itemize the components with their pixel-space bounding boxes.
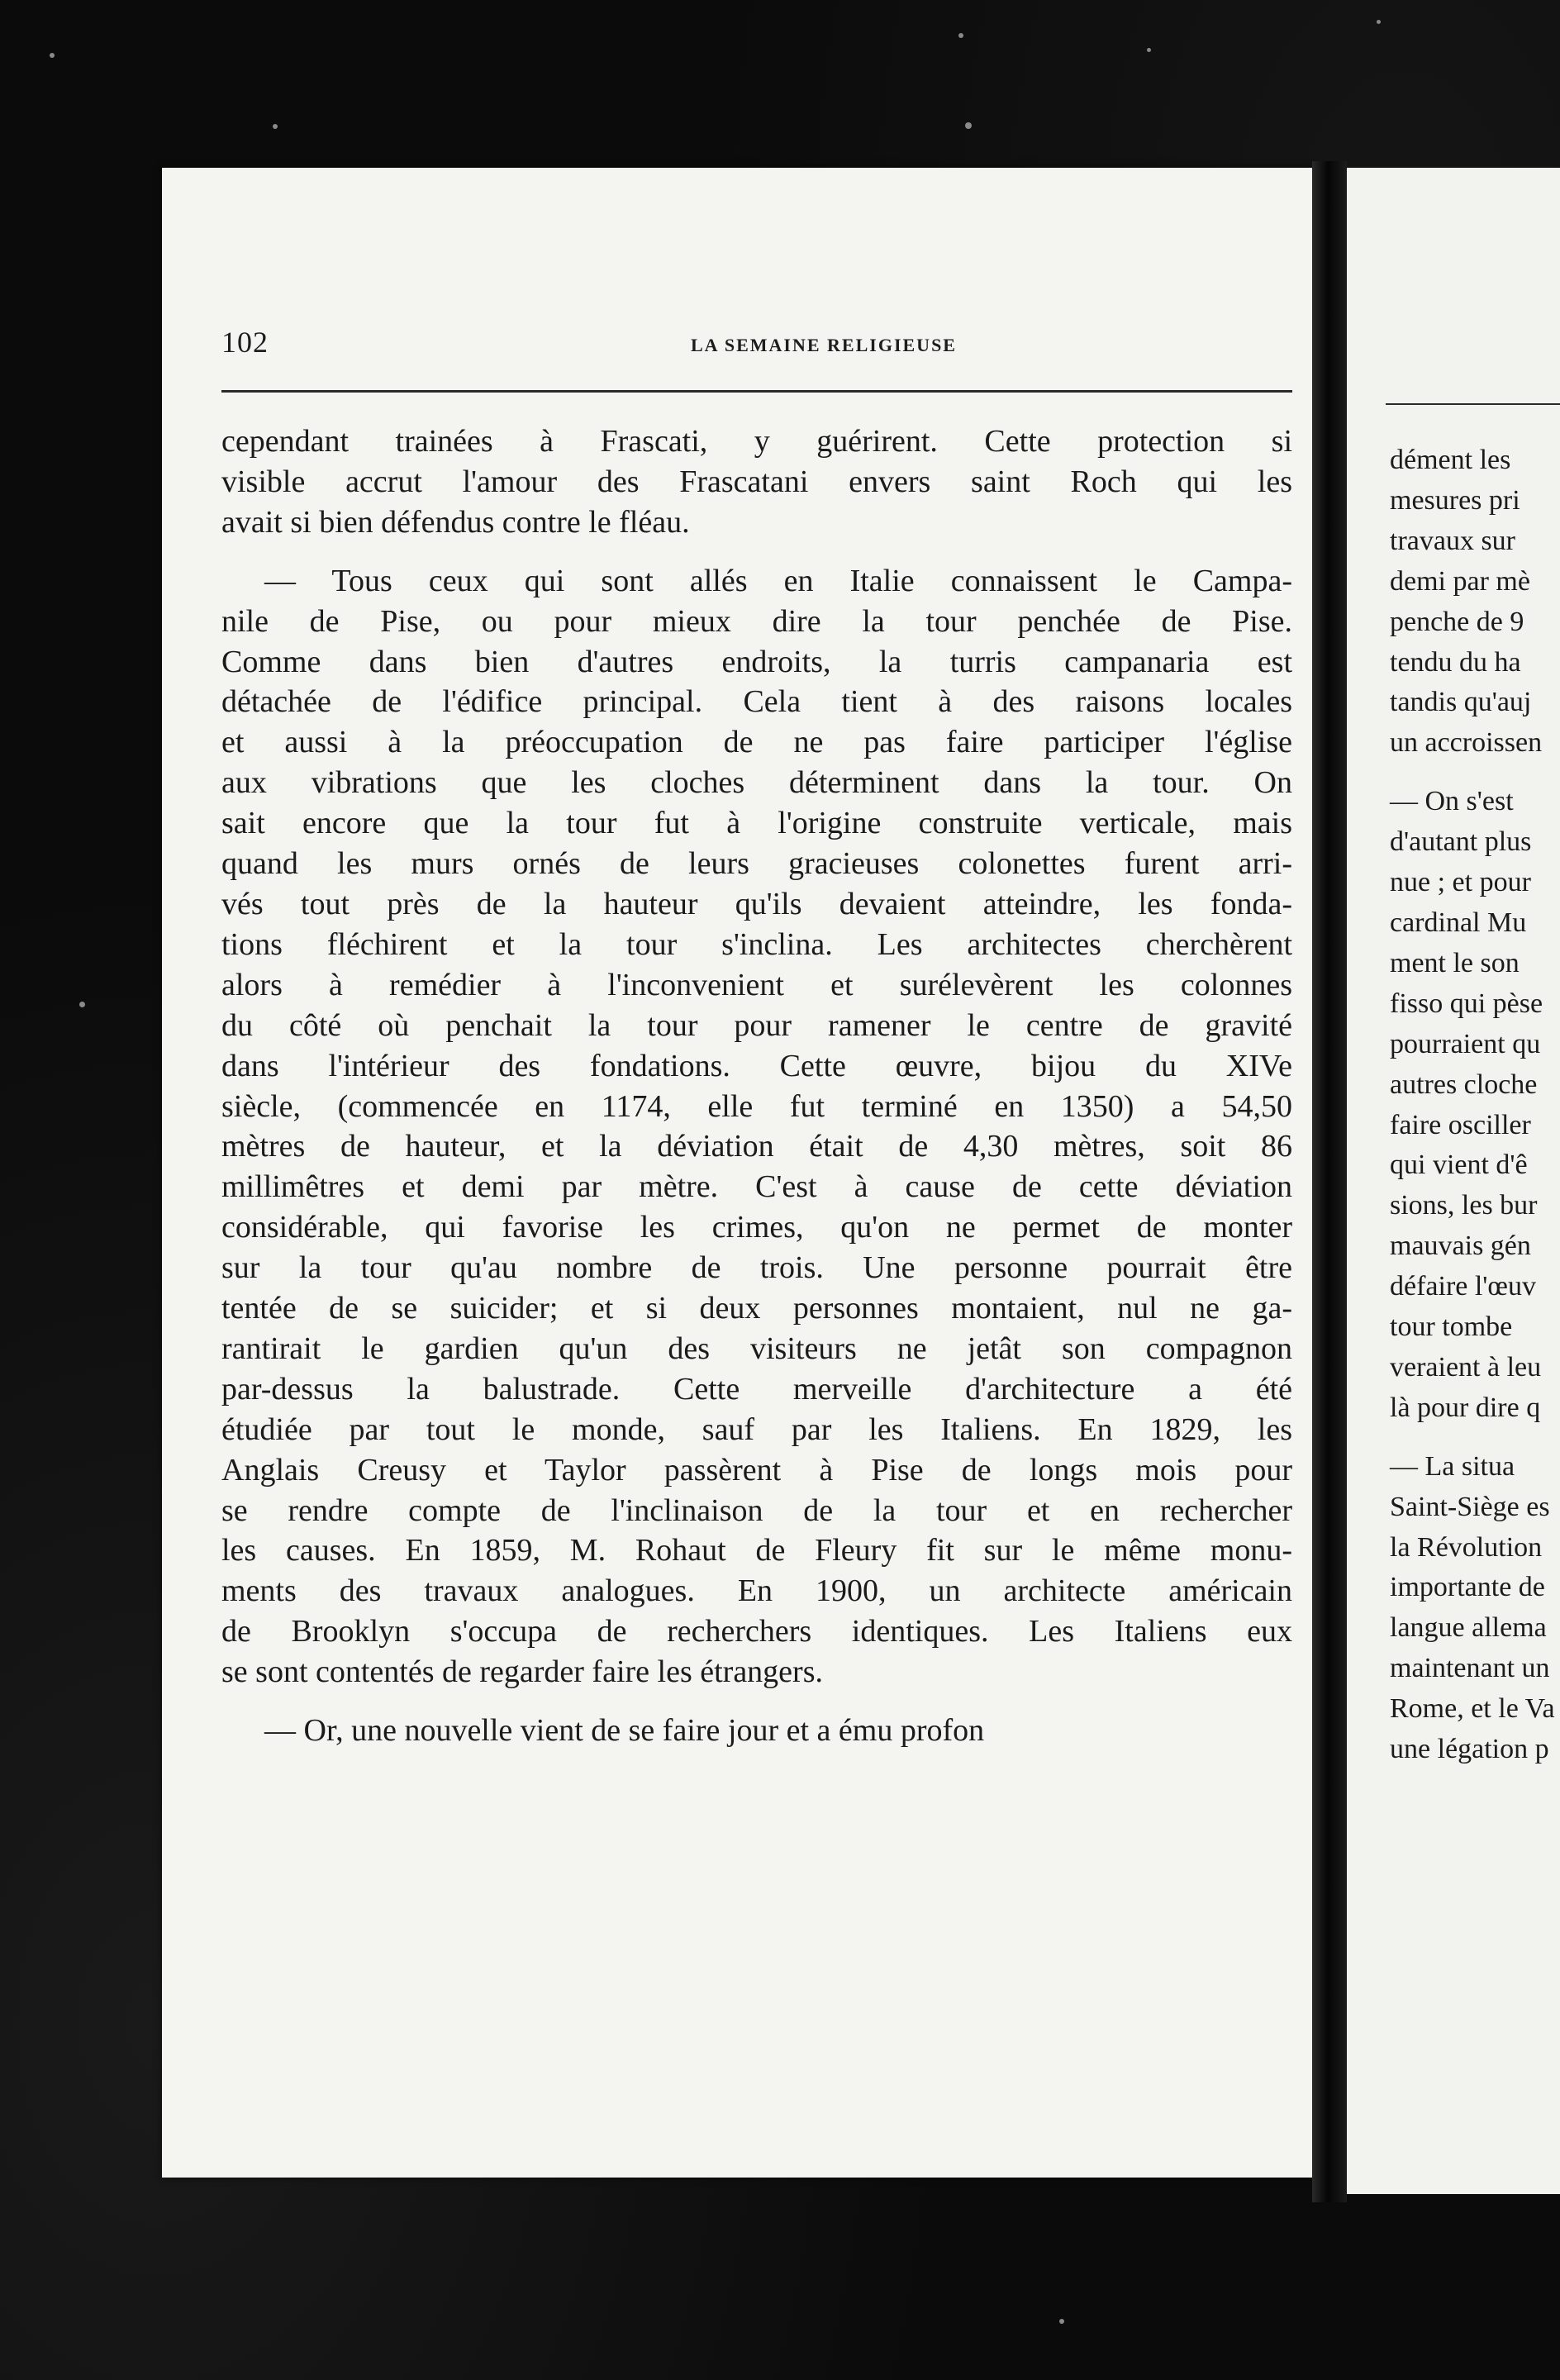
- text-line: rantirait le gardien qu'un des visiteurs ne jetât son compagnon: [221, 1330, 1292, 1366]
- text-line: mesures pri: [1390, 484, 1520, 516]
- text-line: pourraient qu: [1390, 1028, 1541, 1059]
- text-line: — Or, une nouvelle vient de se faire jour et a ému profon: [264, 1713, 985, 1749]
- text-line: Rome, et le Va: [1390, 1693, 1555, 1725]
- right-paragraph: [1390, 440, 1560, 764]
- header-rule: [221, 390, 1292, 393]
- text-line: penche de 9: [1390, 606, 1524, 637]
- text-line: sions, les bur: [1390, 1190, 1538, 1221]
- dust-speck: [1059, 2319, 1064, 2324]
- text-line: de Brooklyn s'occupa de recherchers identiques. Les Italiens eux: [221, 1614, 1292, 1649]
- text-line: alors à remédier à l'inconvenient et surélevèrent les colonnes: [221, 967, 1292, 1002]
- dust-speck: [79, 1002, 85, 1007]
- text-line: importante de: [1390, 1572, 1545, 1603]
- text-line: siècle, (commencée en 1174, elle fut terminé en 1350) a 54,50: [221, 1088, 1292, 1124]
- text-line: travaux sur: [1390, 525, 1516, 556]
- text-line: Saint-Siège es: [1390, 1491, 1550, 1522]
- page-number: 102: [221, 326, 269, 359]
- text-line: aux vibrations que les cloches déterminent dans la tour. On: [221, 765, 1292, 801]
- text-line: tentée de se suicider; et si deux personnes montaient, nul ne ga-: [221, 1291, 1292, 1326]
- text-line: Anglais Creusy et Taylor passèrent à Pise de longs mois pour: [221, 1452, 1292, 1488]
- text-line: là pour dire q: [1390, 1392, 1541, 1423]
- text-line: autres cloche: [1390, 1069, 1538, 1100]
- text-line: ments des travaux analogues. En 1900, un architecte américain: [221, 1573, 1292, 1609]
- dust-speck: [965, 122, 972, 129]
- running-head: [221, 325, 1292, 374]
- text-line: visible accrut l'amour des Frascatani envers saint Roch qui les: [221, 464, 1292, 499]
- text-line: veraient à leu: [1390, 1351, 1542, 1383]
- text-line: — Tous ceux qui sont allés en Italie connaissent le Campa-: [264, 563, 1292, 598]
- text-line: dans l'intérieur des fondations. Cette œuvre, bijou du XIVe: [221, 1048, 1292, 1083]
- text-line: vés tout près de la hauteur qu'ils devaient atteindre, les fonda-: [221, 886, 1292, 921]
- article-body: [221, 421, 1292, 1751]
- text-line: et aussi à la préoccupation de ne pas faire participer l'église: [221, 725, 1292, 760]
- text-line: cardinal Mu: [1390, 907, 1527, 938]
- text-line: ment le son: [1390, 947, 1520, 978]
- text-line: étudiée par tout le monde, sauf par les Italiens. En 1829, les: [221, 1411, 1292, 1447]
- right-paragraph: [1390, 782, 1560, 1429]
- text-line: quand les murs ornés de leurs gracieuses colonettes furent arri-: [221, 846, 1292, 882]
- text-line: mauvais gén: [1390, 1230, 1531, 1262]
- text-line: un accroissen: [1390, 727, 1543, 759]
- text-line: faire osciller: [1390, 1109, 1531, 1140]
- text-line: tendu du ha: [1390, 646, 1521, 678]
- text-line: nile de Pise, ou pour mieux dire la tour penchée de Pise.: [221, 603, 1292, 639]
- text-line: fisso qui pèse: [1390, 988, 1543, 1019]
- text-line: sait encore que la tour fut à l'origine construite verticale, mais: [221, 806, 1292, 841]
- text-line: qui vient d'ê: [1390, 1150, 1528, 1181]
- text-line: du côté où penchait la tour pour ramener le centre de gravité: [221, 1007, 1292, 1043]
- text-line: sur la tour qu'au nombre de trois. Une personne pourrait être: [221, 1250, 1292, 1286]
- text-line: maintenant un: [1390, 1653, 1550, 1684]
- text-line: se sont contentés de regarder faire les étrangers.: [221, 1654, 823, 1690]
- article-paragraph: [221, 561, 1292, 1692]
- right-page: [1347, 168, 1560, 2194]
- article-paragraph: [221, 421, 1292, 543]
- text-line: dément les: [1390, 445, 1511, 475]
- dust-speck: [273, 124, 278, 129]
- running-title: LA SEMAINE RELIGIEUSE: [691, 335, 957, 355]
- text-line: une légation p: [1390, 1734, 1549, 1765]
- text-line: la Révolution: [1390, 1531, 1543, 1563]
- text-line: avait si bien défendus contre le fléau.: [221, 504, 690, 540]
- text-line: millimêtres et demi par mètre. C'est à cause de cette déviation: [221, 1169, 1292, 1205]
- dust-speck: [1377, 20, 1381, 24]
- text-line: par-dessus la balustrade. Cette merveille d'architecture a été: [221, 1371, 1292, 1407]
- text-line: — On s'est: [1390, 786, 1514, 817]
- article-paragraph: [221, 1711, 1292, 1751]
- right-header-rule: [1386, 403, 1560, 405]
- text-line: tour tombe: [1390, 1311, 1513, 1343]
- text-line: cependant trainées à Frascati, y guérirent. Cette protection si: [221, 424, 1292, 459]
- text-line: détachée de l'édifice principal. Cela tient à des raisons locales: [221, 684, 1292, 720]
- dust-speck: [958, 33, 963, 38]
- text-line: tandis qu'auj: [1390, 687, 1532, 718]
- text-line: se rendre compte de l'inclinaison de la tour et en rechercher: [221, 1492, 1292, 1528]
- text-line: d'autant plus: [1390, 826, 1532, 858]
- text-line: tions fléchirent et la tour s'inclina. Les architectes cherchèrent: [221, 926, 1292, 962]
- text-line: langue allema: [1390, 1612, 1547, 1644]
- text-line: défaire l'œuv: [1390, 1271, 1536, 1302]
- right-page-text: [1390, 440, 1560, 1770]
- text-line: demi par mè: [1390, 565, 1530, 597]
- text-line: mètres de hauteur, et la déviation était de 4,30 mètres, soit 86: [221, 1129, 1292, 1164]
- text-line: — La situa: [1390, 1450, 1515, 1482]
- text-line: Comme dans bien d'autres endroits, la turris campanaria est: [221, 644, 1292, 679]
- book-gutter: [1312, 161, 1347, 2202]
- text-line: les causes. En 1859, M. Rohaut de Fleury fit sur le même monu-: [221, 1533, 1292, 1568]
- right-paragraph: [1390, 1447, 1560, 1770]
- text-line: considérable, qui favorise les crimes, qu'on ne permet de monter: [221, 1210, 1292, 1245]
- dust-speck: [1147, 48, 1151, 52]
- dust-speck: [50, 53, 55, 58]
- text-line: nue ; et pour: [1390, 867, 1531, 898]
